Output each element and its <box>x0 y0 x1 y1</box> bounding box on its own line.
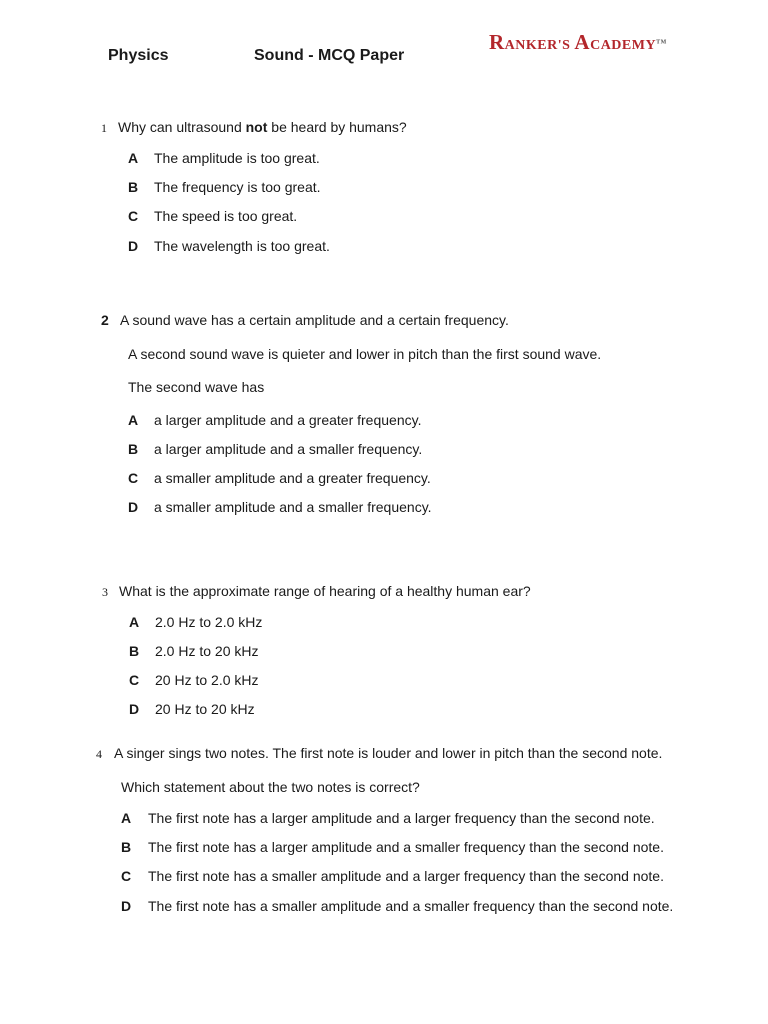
q3-option-b-text: 2.0 Hz to 20 kHz <box>155 643 259 659</box>
q3-option-d-text: 20 Hz to 20 kHz <box>155 701 255 717</box>
q4-option-d-letter: D <box>121 898 132 914</box>
question-1-stem <box>118 119 407 135</box>
q1-option-a-text: The amplitude is too great. <box>154 150 320 166</box>
q1-option-c-text: The speed is too great. <box>154 208 298 224</box>
q2-option-a-text: a larger amplitude and a greater frequency. <box>154 412 422 428</box>
question-4-number: 4 <box>96 747 102 761</box>
paper-title: Sound - MCQ Paper <box>254 47 405 64</box>
question-4-line-2: Which statement about the two notes is correct? <box>121 779 420 795</box>
q2-option-b-text: a larger amplitude and a smaller frequency. <box>154 441 423 457</box>
q3-option-a-text: 2.0 Hz to 2.0 kHz <box>155 614 263 630</box>
q2-option-c-text: a smaller amplitude and a greater frequency. <box>154 470 431 486</box>
logo-cap-r: R <box>489 30 505 54</box>
q4-option-c-text: The first note has a smaller amplitude and a larger frequency than the second note. <box>148 868 664 884</box>
q3-option-a-letter: A <box>129 614 140 630</box>
q1-option-d-text: The wavelength is too great. <box>154 238 330 254</box>
q4-option-b-letter: B <box>121 839 132 855</box>
q2-option-a-letter: A <box>128 412 139 428</box>
question-2-line-2: A second sound wave is quieter and lower in pitch than the first sound wave. <box>128 346 602 362</box>
q1-option-b-letter: B <box>128 179 139 195</box>
question-3-stem: What is the approximate range of hearing of a healthy human ear? <box>119 583 531 599</box>
q3-option-c-text: 20 Hz to 2.0 kHz <box>155 672 259 688</box>
question-1-number: 1 <box>101 121 107 135</box>
question-1-stem-start: Why can ultrasound <box>118 119 246 135</box>
logo-text-ankers: ANKER'S <box>504 38 575 53</box>
logo-trademark: TM <box>656 39 667 46</box>
question-1-stem-end: be heard by humans? <box>267 119 407 135</box>
q3-option-c-letter: C <box>129 672 140 688</box>
q1-option-c-letter: C <box>128 208 139 224</box>
q4-option-b-text: The first note has a larger amplitude and a smaller frequency than the second note. <box>148 839 664 855</box>
subject-title: Physics <box>108 47 169 64</box>
q4-option-a-text: The first note has a larger amplitude and a larger frequency than the second note. <box>148 810 655 826</box>
question-4-stem: A singer sings two notes. The first note is louder and lower in pitch than the second note. <box>114 745 663 761</box>
q2-option-d-letter: D <box>128 499 139 515</box>
question-2-number: 2 <box>101 312 109 328</box>
q2-option-d-text: a smaller amplitude and a smaller frequency. <box>154 499 432 515</box>
q1-option-d-letter: D <box>128 238 139 254</box>
question-2-stem: A sound wave has a certain amplitude and a certain frequency. <box>120 312 509 328</box>
logo-cap-a: A <box>574 30 591 54</box>
q4-option-a-letter: A <box>121 810 132 826</box>
q2-option-b-letter: B <box>128 441 139 457</box>
rankers-academy-logo <box>489 30 667 55</box>
q1-option-a-letter: A <box>128 150 139 166</box>
q4-option-c-letter: C <box>121 868 132 884</box>
q3-option-b-letter: B <box>129 643 140 659</box>
q2-option-c-letter: C <box>128 470 139 486</box>
question-1-stem-emphasis: not <box>245 119 268 135</box>
question-3-number: 3 <box>102 585 108 599</box>
q4-option-d-text: The first note has a smaller amplitude and a smaller frequency than the second note. <box>148 898 674 914</box>
q1-option-b-text: The frequency is too great. <box>154 179 321 195</box>
q3-option-d-letter: D <box>129 701 140 717</box>
logo-text-cademy: CADEMY <box>590 38 657 53</box>
question-2-line-3: The second wave has <box>128 379 265 395</box>
